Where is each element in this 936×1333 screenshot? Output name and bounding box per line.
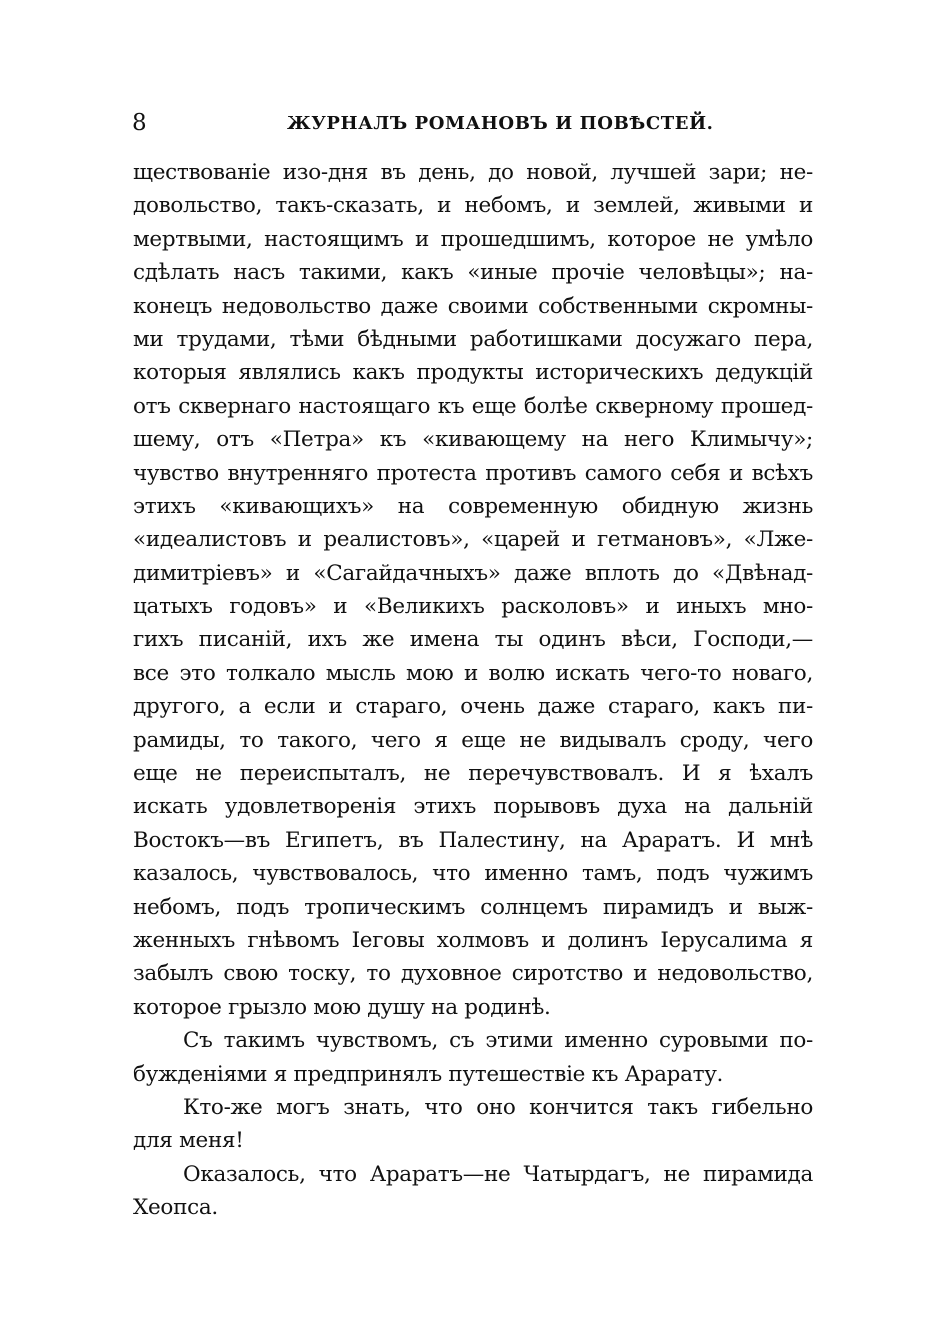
text-line: которое грызло мою душу на родинѣ. — [133, 994, 551, 1020]
text-line: казалось, чувствовалось, что именно тамъ, подъ чужимъ — [133, 861, 813, 887]
text-line: конецъ недовольство даже своими собственными скромны- — [133, 293, 813, 319]
text-line: мертвыми, настоящимъ и прошедшимъ, которое не умѣло — [133, 226, 813, 252]
text-line: чувство внутренняго протеста противъ самого себя и всѣхъ — [133, 460, 813, 486]
text-line: которыя являлись какъ продукты историческихъ дедукцій — [133, 360, 813, 386]
text-line: женныхъ гнѣвомъ Іеговы холмовъ и долинъ Іерусалима я — [133, 927, 813, 953]
text-line: гихъ писаній, ихъ же имена ты одинъ вѣси, Господи,— — [133, 627, 813, 653]
text-line: Хеопса. — [133, 1195, 218, 1221]
text-line: шему, отъ «Петра» къ «кивающему на него Климычу»; — [133, 427, 813, 453]
text-line: еще не переиспыталъ, не перечувствовалъ. И я ѣхалъ — [133, 761, 813, 787]
paragraph-4 — [133, 1158, 813, 1225]
text-line: Кто-же могъ знать, что оно кончится такъ гибельно — [183, 1094, 813, 1120]
body-text — [133, 156, 813, 1225]
text-line: бужденіями я предпринялъ путешествіе къ Арарату. — [133, 1061, 724, 1087]
text-line: другого, а если и стараго, очень даже стараго, какъ пи- — [133, 694, 813, 720]
text-line: «идеалистовъ и реалистовъ», «царей и гетмановъ», «Лже- — [133, 527, 813, 553]
page-number: 8 — [132, 110, 147, 136]
text-line: рамиды, то такого, чего я еще не видывалъ сроду, чего — [133, 727, 813, 753]
text-line: отъ сквернаго настоящаго къ еще болѣе скверному прошед- — [133, 393, 813, 419]
text-line: Востокъ—въ Египетъ, въ Палестину, на Араратъ. И мнѣ — [133, 827, 813, 853]
journal-title: ЖУРНАЛЪ РОМАНОВЪ И ПОВѢСТЕЙ. — [287, 113, 714, 134]
paragraph-2 — [133, 1024, 813, 1091]
text-line: ми трудами, тѣми бѣдными работишками досужаго пера, — [133, 326, 813, 352]
text-line: сдѣлать насъ такими, какъ «иные прочіе человѣцы»; на- — [133, 260, 813, 286]
text-line: ществованіе изо-дня въ день, до новой, лучшей зари; не- — [133, 160, 813, 185]
text-line: этихъ «кивающихъ» на современную обидную жизнь — [133, 493, 813, 519]
text-line: небомъ, подъ тропическимъ солнцемъ пирамидъ и выж- — [133, 894, 813, 920]
text-line: искать удовлетворенія этихъ порывовъ духа на дальній — [133, 794, 813, 820]
text-line: довольство, такъ-сказать, и небомъ, и землей, живыми и — [133, 193, 813, 219]
text-line: цатыхъ годовъ» и «Великихъ расколовъ» и иныхъ мно- — [133, 594, 813, 620]
text-line: Оказалось, что Араратъ—не Чатырдагъ, не пирамида — [183, 1161, 813, 1187]
text-line: Съ такимъ чувствомъ, съ этими именно суровыми по- — [183, 1028, 813, 1054]
paragraph-3 — [133, 1091, 813, 1158]
text-line: димитріевъ» и «Сагайдачныхъ» даже вплоть до «Двѣнад- — [133, 560, 813, 586]
paragraph-1 — [133, 156, 813, 1024]
text-line: все это толкало мысль мою и волю искать чего-то новаго, — [133, 660, 813, 686]
text-line: забылъ свою тоску, то духовное сиротство и недовольство, — [133, 961, 813, 987]
running-head — [132, 108, 812, 138]
text-line: для меня! — [133, 1128, 244, 1154]
